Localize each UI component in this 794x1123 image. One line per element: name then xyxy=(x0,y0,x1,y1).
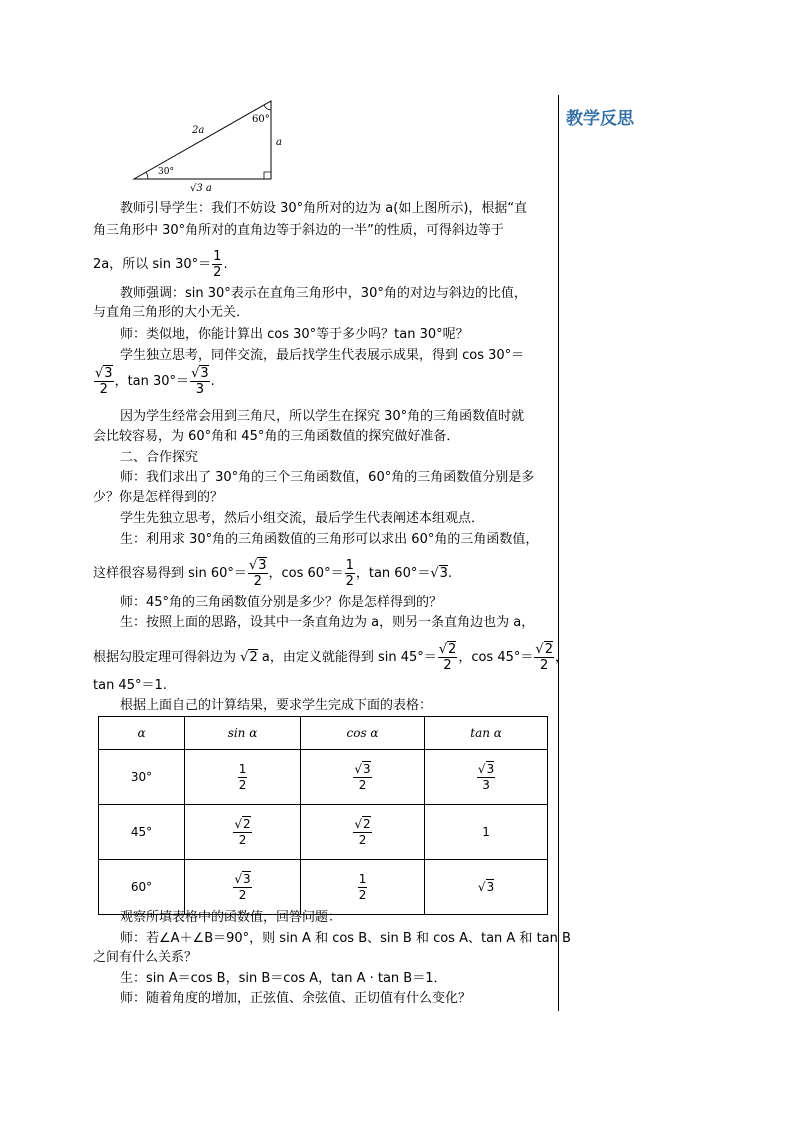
p2-line1: 教师强调：sin 30°表示在直角三角形中，30°角的对边与斜边的比值， xyxy=(120,286,527,301)
angle-cell: 60° xyxy=(99,860,185,915)
angle-60-label: 60° xyxy=(252,114,270,125)
base-label: √3 a xyxy=(190,183,212,194)
p3-line1: 师：类似地，你能计算出 cos 30°等于多少吗？tan 30°呢？ xyxy=(120,327,469,342)
section-heading: 二、合作探究 xyxy=(120,450,199,465)
p1-line3: 2a，所以 sin 30°＝ $\frac{1}{2}$ . xyxy=(93,249,228,280)
header-tan: tan α xyxy=(425,717,548,750)
tan-cell: 1 xyxy=(425,805,548,860)
p5-line2: 会比较容易，为 60°角和 45°角的三角函数值的探究做好准备． xyxy=(93,429,460,444)
p11-line1: 根据上面自己的计算结果，要求学生完成下面的表格： xyxy=(120,698,433,713)
p10-line1: 生：按照上面的思路，设其中一条直角边为 a，则另一条直角边也为 a， xyxy=(120,615,535,630)
fraction: $\frac{√3}{2}$ xyxy=(248,558,267,589)
tan-cell: $\frac{√3}{3}$ xyxy=(425,750,548,805)
table-row xyxy=(99,750,548,805)
cos-cell: $\frac{1}{2}$ xyxy=(300,860,424,915)
p1-line2: 角三角形中 30°角所对的直角边等于斜边的一半”的性质，可得斜边等于 xyxy=(93,223,504,238)
p2-line2: 与直角三角形的大小无关． xyxy=(93,305,250,320)
sin-cell: $\frac{√2}{2}$ xyxy=(185,805,301,860)
header-sin: sin α xyxy=(185,717,301,750)
fraction: $\frac{√3}{2}$ xyxy=(95,366,113,397)
p1-line1: 教师引导学生：我们不妨设 30°角所对的边为 a(如上图所示)，根据“直 xyxy=(120,201,528,216)
sin-cell: $\frac{√3}{2}$ xyxy=(185,860,301,915)
p14-line1: 生：sin A＝cos B，sin B＝cos A，tan A · tan B＝1． xyxy=(120,971,447,986)
fraction: $\frac{√2}{2}$ xyxy=(535,642,553,673)
p7-line1: 学生先独立思考，然后小组交流，最后学生代表阐述本组观点． xyxy=(120,511,485,526)
p5-line1: 因为学生经常会用到三角尺，所以学生在探究 30°角的三角函数值时就 xyxy=(120,409,525,424)
sin-cell: $\frac{1}{2}$ xyxy=(185,750,301,805)
p13-line2: 之间有什么关系？ xyxy=(93,950,198,965)
header-cos: cos α xyxy=(300,717,424,750)
fraction: $\frac{1}{2}$ xyxy=(213,249,222,280)
p8-line2: 这样很容易得到 sin 60°＝ $\frac{√3}{2}$ ，cos 60°＝ $\frac{1}{2}$ ，tan 60°＝√3. xyxy=(93,558,453,589)
table-row xyxy=(99,860,548,915)
cos-cell: $\frac{√3}{2}$ xyxy=(300,750,424,805)
trig-values-table xyxy=(98,716,548,915)
fraction: $\frac{√2}{2}$ xyxy=(438,642,457,673)
cos-cell: $\frac{√2}{2}$ xyxy=(300,805,424,860)
header-alpha: α xyxy=(99,717,185,750)
fraction: $\frac{1}{2}$ xyxy=(345,558,354,589)
margin-divider xyxy=(558,95,559,1011)
tan-cell: √3 xyxy=(425,860,548,915)
right-triangle-figure xyxy=(128,95,288,195)
p4-line1: 学生独立思考，同伴交流，最后找学生代表展示成果，得到 cos 30°＝ xyxy=(120,348,525,363)
angle-30-label: 30° xyxy=(158,167,174,177)
angle-cell: 45° xyxy=(99,805,185,860)
p12-line1: 观察所填表格中的函数值，回答问题： xyxy=(120,910,342,925)
hyp-label: 2a xyxy=(192,125,205,136)
reflection-heading: 教学反思 xyxy=(566,109,634,129)
side-a-label: a xyxy=(276,137,282,148)
p13-line1: 师：若∠A＋∠B＝90°，则 sin A 和 cos B、sin B 和 cos A、tan A 和 tan B xyxy=(120,931,571,946)
fraction: $\frac{√3}{3}$ xyxy=(191,366,209,397)
p8-line1: 生：利用求 30°角的三角函数值的三角形可以求出 60°角的三角函数值， xyxy=(120,532,539,547)
table-row xyxy=(99,805,548,860)
p15-line1: 师：随着角度的增加，正弦值、余弦值、正切值有什么变化？ xyxy=(120,991,472,1006)
angle-cell: 30° xyxy=(99,750,185,805)
p10-line3: tan 45°＝1. xyxy=(93,678,167,693)
p10-line2: 根据勾股定理可得斜边为 √2 a，由定义就能得到 sin 45°＝ $\frac{√2}{2}$ ，cos 45°＝ $\frac{√2}{2}$ ， xyxy=(93,642,568,673)
table-header-row xyxy=(99,717,548,750)
p6-line2: 少？你是怎样得到的？ xyxy=(93,490,224,505)
p9-line1: 师：45°角的三角函数值分别是多少？你是怎样得到的？ xyxy=(120,595,443,610)
p4-line2: $\frac{√3}{2}$ ，tan 30°＝ $\frac{√3}{3}$ . xyxy=(95,366,215,397)
p6-line1: 师：我们求出了 30°角的三个三角函数值，60°角的三角函数值分别是多 xyxy=(120,470,535,485)
